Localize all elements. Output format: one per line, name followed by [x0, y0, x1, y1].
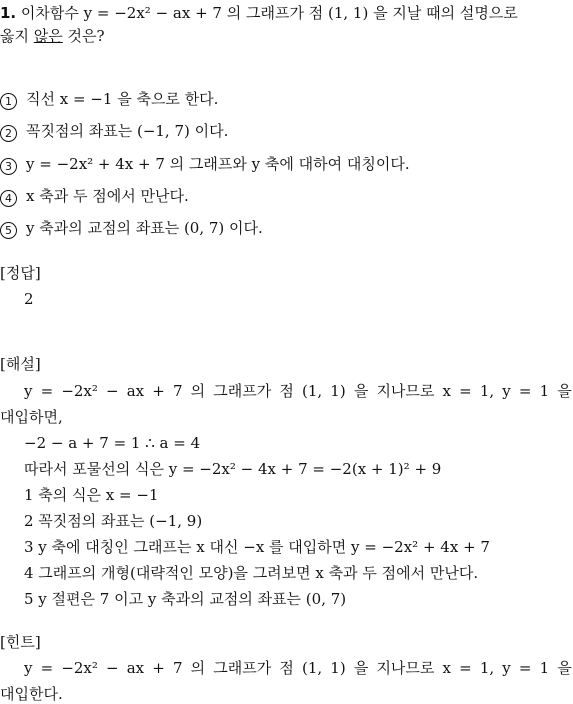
hint-token: +	[152, 659, 165, 677]
solution-token: =	[40, 382, 54, 400]
hint-token: 7	[172, 659, 183, 677]
solution-token: y	[502, 382, 511, 400]
solution-token: 지나므로	[376, 382, 435, 400]
solution-token: 그래프가	[213, 382, 272, 400]
solution-token: 1,	[479, 382, 495, 400]
question-text-post: 것은?	[62, 27, 105, 45]
hint-token: 1)	[330, 659, 346, 677]
choice-text: 직선 x = −1 을 축으로 한다.	[26, 90, 219, 108]
hint-token: =	[40, 659, 54, 677]
choice-text: y 축과의 교점의 좌표는 (0, 7) 이다.	[26, 219, 263, 237]
choice-2[interactable]	[0, 121, 228, 142]
answer-value: 2	[24, 290, 34, 308]
solution-token: (1,	[301, 382, 323, 400]
choice-3[interactable]	[0, 154, 410, 175]
hint-token: 1,	[479, 659, 495, 677]
choice-marker: 5	[0, 222, 17, 239]
hint-heading: [힌트]	[0, 633, 41, 651]
solution-line-7: 3 y 축에 대칭인 그래프는 x 대신 −x 를 대입하면 y = −2x² + 4x + 7	[24, 538, 490, 556]
choice-marker: 3	[0, 158, 17, 175]
hint-token: 그래프가	[213, 659, 272, 677]
solution-token: 1	[539, 382, 550, 400]
solution-line-6: 2 꼭짓점의 좌표는 (−1, 9)	[24, 512, 203, 530]
hint-token: 1	[539, 659, 550, 677]
solution-line-4: 따라서 포물선의 식은 y = −2x² − 4x + 7 = −2(x + 1)² + 9	[24, 460, 442, 478]
solution-token: =	[459, 382, 472, 400]
hint-line-1	[24, 658, 572, 678]
solution-token: 을	[557, 382, 572, 400]
hint-token: 을	[557, 659, 572, 677]
choice-marker: 4	[0, 190, 17, 207]
question-line-2	[0, 26, 105, 46]
choice-5[interactable]	[0, 218, 263, 239]
question-text: 이차함수 y = −2x² − ax + 7 의 그래프가 점 (1, 1) 을 지날 때의 설명으로	[20, 4, 518, 22]
answer-heading: [정답]	[0, 264, 41, 282]
hint-token: 을	[353, 659, 369, 677]
hint-token: −2x²	[61, 659, 98, 677]
solution-token: 의	[190, 382, 206, 400]
solution-token: 7	[172, 382, 183, 400]
hint-token: 의	[190, 659, 206, 677]
solution-line-8: 4 그래프의 개형(대략적인 모양)을 그려보면 x 축과 두 점에서 만난다.	[24, 564, 479, 582]
solution-token: x	[442, 382, 451, 400]
solution-token: =	[518, 382, 532, 400]
choice-marker: 2	[0, 125, 17, 142]
solution-token: +	[152, 382, 165, 400]
solution-token: y	[24, 382, 33, 400]
hint-token: =	[459, 659, 472, 677]
hint-token: 지나므로	[376, 659, 435, 677]
hint-token: y	[24, 659, 33, 677]
choice-text: x 축과 두 점에서 만난다.	[26, 187, 189, 205]
choice-text: y = −2x² + 4x + 7 의 그래프와 y 축에 대하여 대칭이다.	[26, 155, 410, 173]
solution-line-5: 1 축의 식은 x = −1	[24, 486, 159, 504]
choice-4[interactable]	[0, 186, 189, 207]
hint-token: 점	[279, 659, 294, 677]
question-underlined-word: 않은	[33, 27, 63, 45]
solution-token: 을	[353, 382, 369, 400]
choice-marker: 1	[0, 93, 17, 110]
hint-token: ax	[126, 659, 145, 677]
solution-line-9: 5 y 절편은 7 이고 y 축과의 교점의 좌표는 (0, 7)	[24, 590, 347, 608]
solution-token: 점	[279, 382, 294, 400]
solution-token: 1)	[330, 382, 346, 400]
solution-token: −2x²	[61, 382, 98, 400]
solution-line-1	[24, 381, 572, 401]
question-number: 1.	[0, 4, 17, 22]
solution-heading: [해설]	[0, 355, 41, 373]
hint-token: −	[106, 659, 119, 677]
hint-token: (1,	[301, 659, 323, 677]
solution-line-2: 대입하면,	[0, 408, 63, 426]
hint-token: =	[518, 659, 532, 677]
choice-1[interactable]	[0, 89, 218, 110]
hint-token: y	[502, 659, 511, 677]
solution-token: −	[106, 382, 119, 400]
question-line-1	[0, 3, 518, 23]
choice-text: 꼭짓점의 좌표는 (−1, 7) 이다.	[26, 122, 229, 140]
solution-line-3: −2 − a + 7 = 1 ∴ a = 4	[24, 434, 201, 452]
hint-token: x	[442, 659, 451, 677]
question-text-pre: 옳지	[0, 27, 34, 45]
hint-line-2: 대입한다.	[0, 685, 63, 703]
solution-token: ax	[126, 382, 145, 400]
